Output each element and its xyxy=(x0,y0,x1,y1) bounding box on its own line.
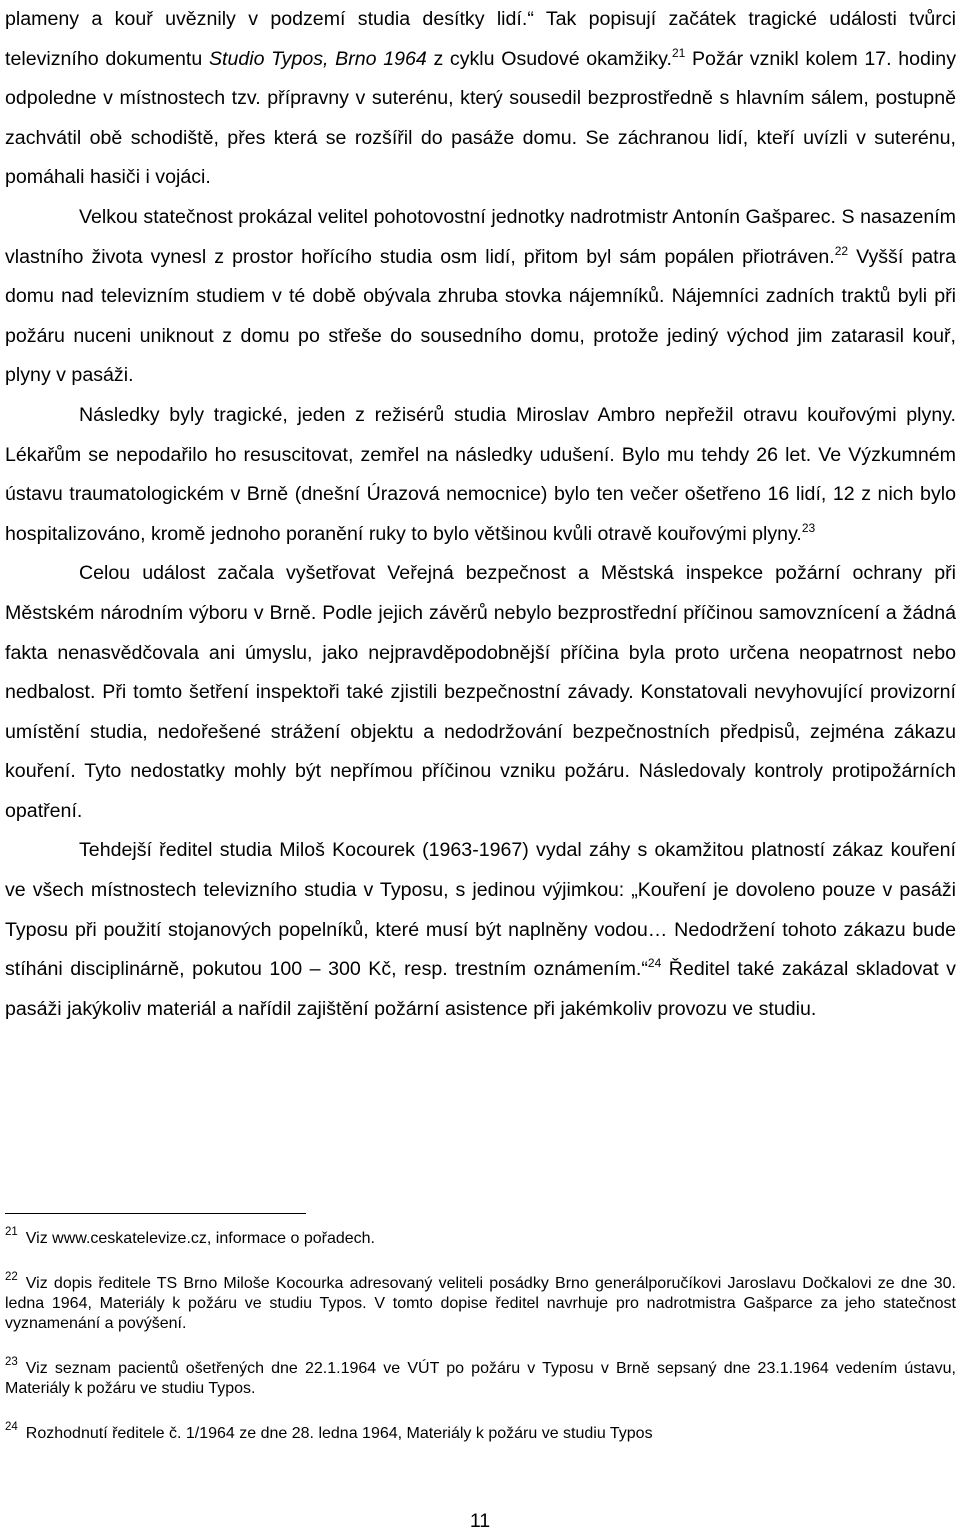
page-number: 11 xyxy=(469,1510,491,1532)
footnote-ref-22[interactable]: 22 xyxy=(834,243,849,258)
p2-text-1: Velkou statečnost prokázal velitel pohotovostní jednotky nadrotmistr Antonín Gašparec. S nasazením vlastního života vynesl z prostor hořícího studia osm lidí, přitom byl sám popálen přiotráven. xyxy=(5,205,956,268)
paragraph-3 xyxy=(5,396,956,554)
footnote-number: 24 xyxy=(5,1421,18,1433)
footnote-ref-21[interactable]: 21 xyxy=(671,45,686,60)
footnote-number: 21 xyxy=(5,1226,18,1238)
paragraph-2 xyxy=(5,198,956,396)
footnote-22 xyxy=(5,1267,956,1334)
footnote-text: Viz seznam pacientů ošetřených dne 22.1.1964 ve VÚT po požáru v Typosu v Brně sepsaný dne 23.1.1964 vedením ústavu, Materiály k požáru ve studiu Typos. xyxy=(5,1360,956,1397)
p5-text-1: Tehdejší ředitel studia Miloš Kocourek (1963-1967) vydal záhy s okamžitou platností zákaz kouření ve všech místnostech televizního studia v Typosu, s jedinou výjimkou: „Kouření je dovoleno pouze v pasáži Typosu při použití stojanových popelníků, které musí být naplněny vodou… Nedodržení tohoto zákazu bude stíháni disciplinárně, pokutou 100 – 300 Kč, resp. trestním oznámením.“ xyxy=(5,839,956,981)
footnote-separator xyxy=(5,1213,306,1214)
document-page xyxy=(5,0,956,1029)
paragraph-4 xyxy=(5,554,956,831)
paragraph-1 xyxy=(5,0,956,198)
footnote-number: 22 xyxy=(5,1271,18,1283)
footnote-text: Viz www.ceskatelevize.cz, informace o pořadech. xyxy=(25,1230,375,1247)
footnote-24 xyxy=(5,1417,956,1444)
footnote-23 xyxy=(5,1352,956,1399)
p1-text-3: Požár vznikl kolem 17. hodiny odpoledne v místnostech tzv. přípravny v suterénu, který sousedil bezprostředně s hlavním sálem, postupně zachvátil obě schodiště, přes která se rozšířil do pasáže domu. Se záchranou lidí, kteří uvízli v suterénu, pomáhali hasiči i vojáci. xyxy=(5,47,956,189)
footnote-21 xyxy=(5,1222,956,1249)
p1-text-1: plameny a kouř uvěznily v podzemí studia desítky lidí.“ Tak popisují začátek tragické události tvůrci televizního dokumentu xyxy=(5,8,956,70)
footnote-number: 23 xyxy=(5,1356,18,1368)
body-text xyxy=(5,0,956,1029)
footnote-ref-23[interactable]: 23 xyxy=(801,520,816,535)
footnote-ref-24[interactable]: 24 xyxy=(647,956,662,971)
paragraph-5 xyxy=(5,831,956,1029)
p5-text-2: Ředitel také zakázal skladovat v pasáži jakýkoliv materiál a nařídil zajištění požární asistence při jakémkoliv provozu ve studiu. xyxy=(5,958,956,1020)
footnote-text: Rozhodnutí ředitele č. 1/1964 ze dne 28. ledna 1964, Materiály k požáru ve studiu Typos xyxy=(25,1425,653,1442)
p1-text-2: z cyklu Osudové okamžiky. xyxy=(426,47,672,70)
footnote-text: Viz dopis ředitele TS Brno Miloše Kocourka adresovaný veliteli posádky Brno generálporučíkovi Jaroslavu Dočkalovi ze dne 30. ledna 1964, Materiály k požáru ve studiu Typos. V tomto dopise ředitel navrhuje pro nadrotmistra Gašparce za jeho statečnost vyznamenání a povýšení. xyxy=(5,1275,956,1332)
p3-text-1: Následky byly tragické, jeden z režisérů studia Miroslav Ambro nepřežil otravu kouřovými plyny. Lékařům se nepodařilo ho resuscitovat, zemřel na následky udušení. Bylo mu tehdy 26 let. Ve Výzkumném ústavu traumatologickém v Brně (dnešní Úrazová nemocnice) bylo ten večer ošetřeno 16 lidí, 12 z nich bylo hospitalizováno, kromě jednoho poranění ruky to bylo většinou kvůli otravě kouřovými plyny. xyxy=(5,403,956,545)
p1-italic-title: Studio Typos, Brno 1964 xyxy=(208,47,427,70)
p2-text-2: Vyšší patra domu nad televizním studiem v té době obývala zhruba stovka nájemníků. Nájemníci zadních traktů byli při požáru nuceni uniknout z domu po střeše do sousedního domu, protože jediný východ jim zatarasil kouř, plyny v pasáži. xyxy=(5,245,956,387)
footnotes xyxy=(5,1222,956,1462)
p4-text-1: Celou událost začala vyšetřovat Veřejná bezpečnost a Městská inspekce požární ochrany při Městském národním výboru v Brně. Podle jejich závěrů nebylo bezprostřední příčinou samovznícení a žádná fakta nenasvědčovala ani úmyslu, jako nejpravděpodobnější příčina byla proto určena neopatrnost nebo nedbalost. Při tomto šetření inspektoři také zjistili bezpečnostní závady. Konstatovali nevyhovující provizorní umístění studia, nedořešené strážení objektu a nedodržování bezpečnostních předpisů, zejména zákazu kouření. Tyto nedostatky mohly být nepřímou příčinou vzniku požáru. Následovaly kontroly protipožárních opatření. xyxy=(5,562,956,822)
